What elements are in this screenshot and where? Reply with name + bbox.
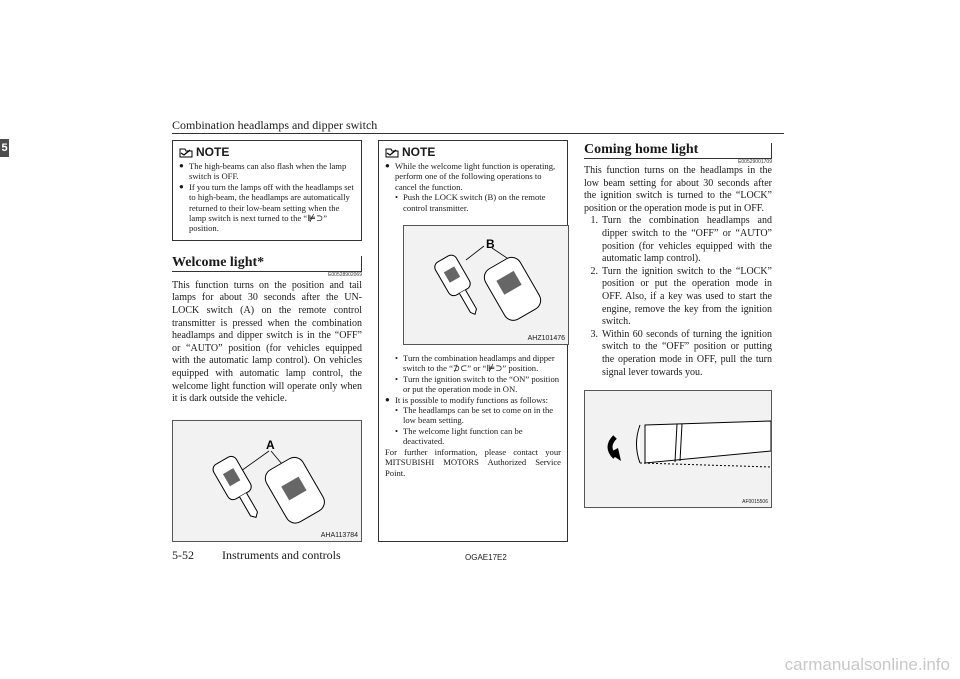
note-box-1 bbox=[172, 140, 362, 241]
step-item: 3. Within 60 seconds of turning the ignition switch to the “OFF” position or putting the operation mode in OFF, pull the turn signal lever towards you. bbox=[590, 328, 772, 378]
svg-text:B: B bbox=[486, 237, 495, 252]
section-code: E00528902069 bbox=[328, 271, 362, 278]
coming-home-heading bbox=[584, 140, 772, 165]
note-icon bbox=[385, 147, 399, 158]
note-label: NOTE bbox=[402, 145, 436, 159]
note-subitem: • The headlamps can be set to come on in the low beam setting. bbox=[395, 405, 554, 426]
section-title: Welcome light* bbox=[172, 254, 265, 270]
note-subitem: • Push the LOCK switch (B) on the remote control transmitter. bbox=[395, 192, 546, 213]
page-number: 5-52 bbox=[172, 548, 194, 562]
note-subitem: • The welcome light function can be deactivated. bbox=[395, 425, 523, 447]
section-title: Coming home light bbox=[584, 142, 699, 157]
header-rule bbox=[172, 133, 784, 134]
note-item: ● If you turn the lamps off with the headlamps set to high-beam, the headlamps are automatically returned to their low-beam setting when the lamp switch is next turned to the “⊯⊃” position. bbox=[179, 181, 354, 234]
figure-code: AF0015506 bbox=[742, 499, 768, 505]
note-box-2 bbox=[378, 140, 568, 542]
section-code: E00529001709 bbox=[738, 159, 772, 165]
figure-code: AHZ101476 bbox=[527, 335, 565, 343]
note-subitem: • Turn the ignition switch to the “ON” position or put the operation mode in ON. bbox=[395, 373, 560, 395]
figure-remote-a bbox=[172, 420, 362, 542]
note-icon bbox=[179, 147, 193, 158]
lever-illustration bbox=[585, 391, 771, 507]
note-closing: For further information, please contact your MITSUBISHI MOTORS Authorized Service Point. bbox=[385, 446, 561, 478]
figure-code: AHA113784 bbox=[320, 532, 358, 539]
welcome-light-heading bbox=[172, 255, 362, 278]
footer-section: Instruments and controls bbox=[222, 548, 341, 562]
coming-home-intro: This function turns on the headlamps in the low beam setting for about 30 seconds after the ignition switch is turned to the “LOCK” position or the operation mode is put in OFF. bbox=[584, 165, 772, 214]
watermark: carmanualsonline.info bbox=[784, 655, 950, 674]
figure-remote-b bbox=[403, 225, 569, 345]
chapter-tab: 5 bbox=[0, 139, 9, 157]
svg-text:A: A bbox=[266, 438, 275, 452]
footer-code: OGAE17E2 bbox=[465, 553, 507, 562]
note-item: ● It is possible to modify functions as follows: bbox=[385, 394, 549, 405]
remote-key-illustration bbox=[173, 421, 361, 541]
welcome-light-body: This function turns on the position and tail lamps for about 30 seconds after the UN-LOCK switch (A) on the remote control transmitter is pressed when the combination headlamps and dipper switch is in the “OFF” or “AUTO” position (for vehicles equipped with the automatic lamp control). On vehicles equipped with automatic lamp control, the welcome light function will operate only when it is dark outside the vehicle. bbox=[172, 279, 362, 405]
running-header: Combination headlamps and dipper switch bbox=[172, 118, 378, 132]
note-subitem: • Turn the combination headlamps and dipper switch to the “⊅⊂” or “⊯⊃” position. bbox=[395, 353, 555, 374]
note-item: ● While the welcome light function is operating, perform one of the following operations to cancel the function. bbox=[385, 161, 556, 192]
column-1 bbox=[172, 140, 362, 406]
note-label: NOTE bbox=[196, 145, 230, 159]
column-3 bbox=[584, 140, 772, 379]
figure-turn-signal-lever bbox=[584, 390, 772, 508]
step-item: 2. Turn the ignition switch to the “LOCK” position or put the operation mode in OFF. Also, if a key was used to start the engine, remove the key from the ignition switch. bbox=[590, 265, 772, 328]
remote-key-illustration bbox=[404, 226, 566, 342]
note-item: ● The high-beams can also flash when the lamp switch is OFF. bbox=[179, 161, 347, 182]
step-item: 1. Turn the combination headlamps and dipper switch to the “OFF” or “AUTO” position (for vehicles equipped with the automatic lamp control). bbox=[590, 215, 772, 265]
